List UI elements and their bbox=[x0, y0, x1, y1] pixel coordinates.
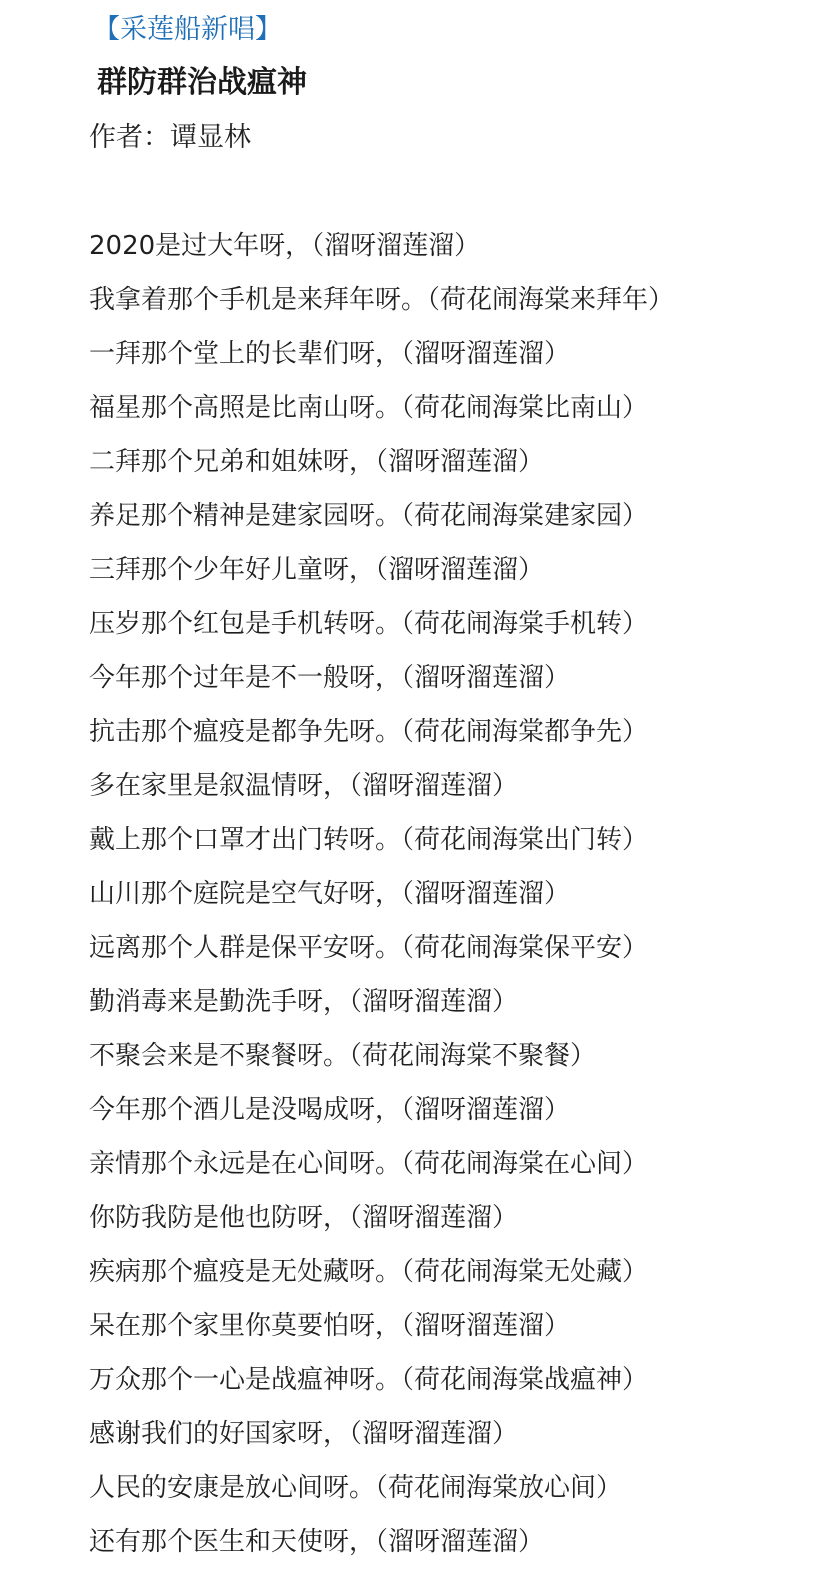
poem-body bbox=[89, 225, 819, 1575]
poem-line: 一拜那个堂上的长辈们呀，（溜呀溜莲溜） bbox=[89, 339, 571, 369]
poem-line: 万众那个一心是战瘟神呀。（荷花闹海棠战瘟神） bbox=[89, 1365, 649, 1395]
author-line bbox=[89, 118, 251, 158]
poem-line: 福星那个高照是比南山呀。（荷花闹海棠比南山） bbox=[89, 393, 649, 423]
poem-line: 不聚会来是不聚餐呀。（荷花闹海棠不聚餐） bbox=[89, 1041, 597, 1071]
column-tag: 【采莲船新唱】 bbox=[93, 14, 282, 45]
poem-title: 群防群治战瘟神 bbox=[97, 65, 307, 100]
poem-line: 戴上那个口罩才出门转呀。（荷花闹海棠出门转） bbox=[89, 825, 649, 855]
poem-line: 山川那个庭院是空气好呀，（溜呀溜莲溜） bbox=[89, 879, 571, 909]
poem-line: 今年那个酒儿是没喝成呀，（溜呀溜莲溜） bbox=[89, 1095, 571, 1125]
poem-line: 多在家里是叙温情呀，（溜呀溜莲溜） bbox=[89, 771, 519, 801]
poem-line: 2020是过大年呀，（溜呀溜莲溜） bbox=[89, 231, 481, 261]
author-name: 谭显林 bbox=[170, 122, 251, 153]
poem-line: 我拿着那个手机是来拜年呀。（荷花闹海棠来拜年） bbox=[89, 285, 675, 315]
author-label: 作者： bbox=[89, 122, 170, 153]
poem-line: 今年那个过年是不一般呀，（溜呀溜莲溜） bbox=[89, 663, 571, 693]
poem-line: 勤消毒来是勤洗手呀，（溜呀溜莲溜） bbox=[89, 987, 519, 1017]
poem-line: 疾病那个瘟疫是无处藏呀。（荷花闹海棠无处藏） bbox=[89, 1257, 649, 1287]
poem-line: 压岁那个红包是手机转呀。（荷花闹海棠手机转） bbox=[89, 609, 649, 639]
poem-line: 远离那个人群是保平安呀。（荷花闹海棠保平安） bbox=[89, 933, 649, 963]
poem-line: 还有那个医生和天使呀，（溜呀溜莲溜） bbox=[89, 1527, 545, 1557]
poem-line: 抗击那个瘟疫是都争先呀。（荷花闹海棠都争先） bbox=[89, 717, 649, 747]
poem-line: 感谢我们的好国家呀，（溜呀溜莲溜） bbox=[89, 1419, 519, 1449]
poem-line: 养足那个精神是建家园呀。（荷花闹海棠建家园） bbox=[89, 501, 649, 531]
poem-line: 三拜那个少年好儿童呀，（溜呀溜莲溜） bbox=[89, 555, 545, 585]
poem-line: 亲情那个永远是在心间呀。（荷花闹海棠在心间） bbox=[89, 1149, 649, 1179]
poem-line: 你防我防是他也防呀，（溜呀溜莲溜） bbox=[89, 1203, 519, 1233]
poem-line: 人民的安康是放心间呀。（荷花闹海棠放心间） bbox=[89, 1473, 623, 1503]
poem-line: 呆在那个家里你莫要怕呀，（溜呀溜莲溜） bbox=[89, 1311, 571, 1341]
poem-line: 二拜那个兄弟和姐妹呀，（溜呀溜莲溜） bbox=[89, 447, 545, 477]
